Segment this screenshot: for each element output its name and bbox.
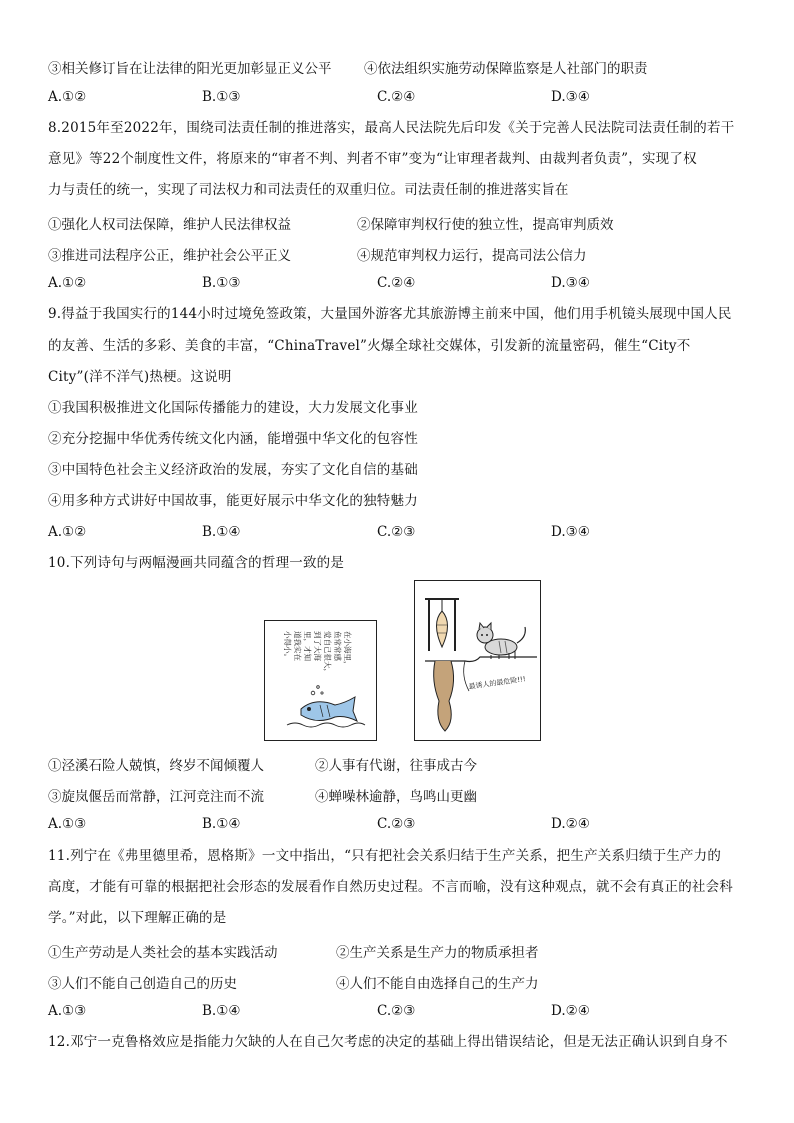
- cartoon-left-caption-3: 觉自己很大，: [323, 631, 332, 676]
- option-c[interactable]: C.②④: [377, 275, 416, 291]
- q10-stem: 10.下列诗句与两幅漫画共同蕴含的哲理一致的是: [48, 555, 345, 571]
- option-b[interactable]: B.①③: [202, 89, 241, 105]
- q11-stem-line-2: 高度，才能有可靠的根据把社会形态的发展看作自然历史过程。不言而喻，没有这种观点，就不会有真正的社会科: [48, 879, 733, 895]
- q8-stem-line-2: 意见》等22个制度性文件，将原来的“审者不判、判者不审”变为“让审理者裁判、由裁判者负责”，实现了权: [48, 151, 697, 167]
- q11-options: [48, 1003, 748, 1019]
- fish-drawing: [265, 621, 376, 740]
- q9-stem-line-2: 的友善、生活的多彩、美食的丰富，“ChinaTravel”火爆全球社交媒体，引发新的流量密码，催生“City不: [48, 338, 691, 354]
- option-c[interactable]: C.②④: [377, 89, 416, 105]
- option-a[interactable]: A.①②: [48, 89, 87, 105]
- option-c[interactable]: C.②③: [377, 1003, 416, 1019]
- q9-stem-line-3: City”(洋不洋气)热梗。这说明: [48, 369, 232, 385]
- option-a[interactable]: A.①②: [48, 524, 87, 540]
- q7-choice-4: ④依法组织实施劳动保障监察是人社部门的职责: [364, 61, 648, 77]
- q8-choice-3: ③推进司法程序公正，维护社会公平正义: [48, 248, 291, 264]
- cartoon-left-caption-1: 在小海里，: [343, 631, 352, 669]
- cat-trap-drawing: [415, 581, 540, 740]
- option-a[interactable]: A.①③: [48, 816, 87, 832]
- q8-options: [48, 275, 748, 291]
- q8-choice-4: ④规范审判权力运行，提高司法公信力: [357, 248, 587, 264]
- cartoon-left-caption-5: 里，才知: [303, 631, 312, 661]
- q9-options: [48, 524, 748, 540]
- q9-choice-2: ②充分挖掘中华优秀传统文化内涵，能增强中华文化的包容性: [48, 431, 418, 447]
- option-c[interactable]: C.②③: [377, 816, 416, 832]
- q10-choice-1: ①泾溪石险人兢慎，终岁不闻倾覆人: [48, 758, 264, 774]
- cartoon-left-caption-7: 小得小。: [283, 631, 292, 661]
- q11-choice-1: ①生产劳动是人类社会的基本实践活动: [48, 945, 278, 961]
- q10-choice-4: ④蝉噪林逾静，鸟鸣山更幽: [315, 789, 477, 805]
- q10-choice-3: ③旋岚偃岳而常静，江河竞注而不流: [48, 789, 264, 805]
- cartoon-left-caption-2: 鱼常常感: [333, 631, 342, 661]
- q8-choice-2: ②保障审判权行使的独立性，提高审判质效: [357, 217, 614, 233]
- q7-options: [48, 89, 748, 105]
- q11-stem-line-1: 11.列宁在《弗里德里希，恩格斯》一文中指出，“只有把社会关系归结于生产关系，把生产关系归绩于生产力的: [48, 848, 722, 864]
- q12-stem-line-1: 12.邓宁一克鲁格效应是指能力欠缺的人在自己欠考虑的决定的基础上得出错误结论，但是无法正确认识到自身不: [48, 1034, 728, 1050]
- q9-choice-1: ①我国积极推进文化国际传播能力的建设，大力发展文化事业: [48, 400, 418, 416]
- q8-stem-line-1: 8.2015年至2022年，围绕司法责任制的推进落实，最高人民法院先后印发《关于完善人民法院司法责任制的若干: [48, 120, 735, 136]
- q11-stem-line-3: 学。”对此，以下理解正确的是: [48, 910, 227, 926]
- q10-choice-2: ②人事有代谢，往事成古今: [315, 758, 477, 774]
- option-d[interactable]: D.②④: [551, 1003, 590, 1019]
- q11-choice-3: ③人们不能自己创造自己的历史: [48, 976, 237, 992]
- option-d[interactable]: D.③④: [551, 275, 590, 291]
- q7-choice-3: ③相关修订旨在让法律的阳光更加彰显正义公平: [48, 61, 332, 77]
- option-d[interactable]: D.③④: [551, 89, 590, 105]
- q11-choice-4: ④人们不能自由选择自己的生产力: [336, 976, 539, 992]
- option-d[interactable]: D.②④: [551, 816, 590, 832]
- q8-choice-1: ①强化人权司法保障，维护人民法律权益: [48, 217, 291, 233]
- q9-stem-line-1: 9.得益于我国实行的144小时过境免签政策，大量国外游客尤其旅游博主前来中国，他们用手机镜头展现中国人民: [48, 306, 732, 322]
- q11-choice-2: ②生产关系是生产力的物质承担者: [336, 945, 539, 961]
- cartoon-fish-sea: [264, 620, 377, 741]
- option-a[interactable]: A.①②: [48, 275, 87, 291]
- option-b[interactable]: B.①④: [202, 524, 241, 540]
- cartoon-left-caption-4: 到了大海: [313, 631, 322, 661]
- q8-stem-line-3: 力与责任的统一，实现了司法权力和司法责任的双重归位。司法责任制的推进落实旨在: [48, 182, 569, 198]
- option-a[interactable]: A.①③: [48, 1003, 87, 1019]
- q9-choice-4: ④用多种方式讲好中国故事，能更好展示中华文化的独特魅力: [48, 493, 418, 509]
- cartoon-cat-fish-trap: [414, 580, 541, 741]
- option-b[interactable]: B.①④: [202, 816, 241, 832]
- option-c[interactable]: C.②③: [377, 524, 416, 540]
- cartoon-left-caption-6: 道我实在: [293, 631, 302, 661]
- q10-options: [48, 816, 748, 832]
- cartoon-right-caption: 最诱人的最危险!!!: [468, 675, 527, 691]
- q9-choice-3: ③中国特色社会主义经济政治的发展，夯实了文化自信的基础: [48, 462, 418, 478]
- option-b[interactable]: B.①④: [202, 1003, 241, 1019]
- option-d[interactable]: D.③④: [551, 524, 590, 540]
- option-b[interactable]: B.①③: [202, 275, 241, 291]
